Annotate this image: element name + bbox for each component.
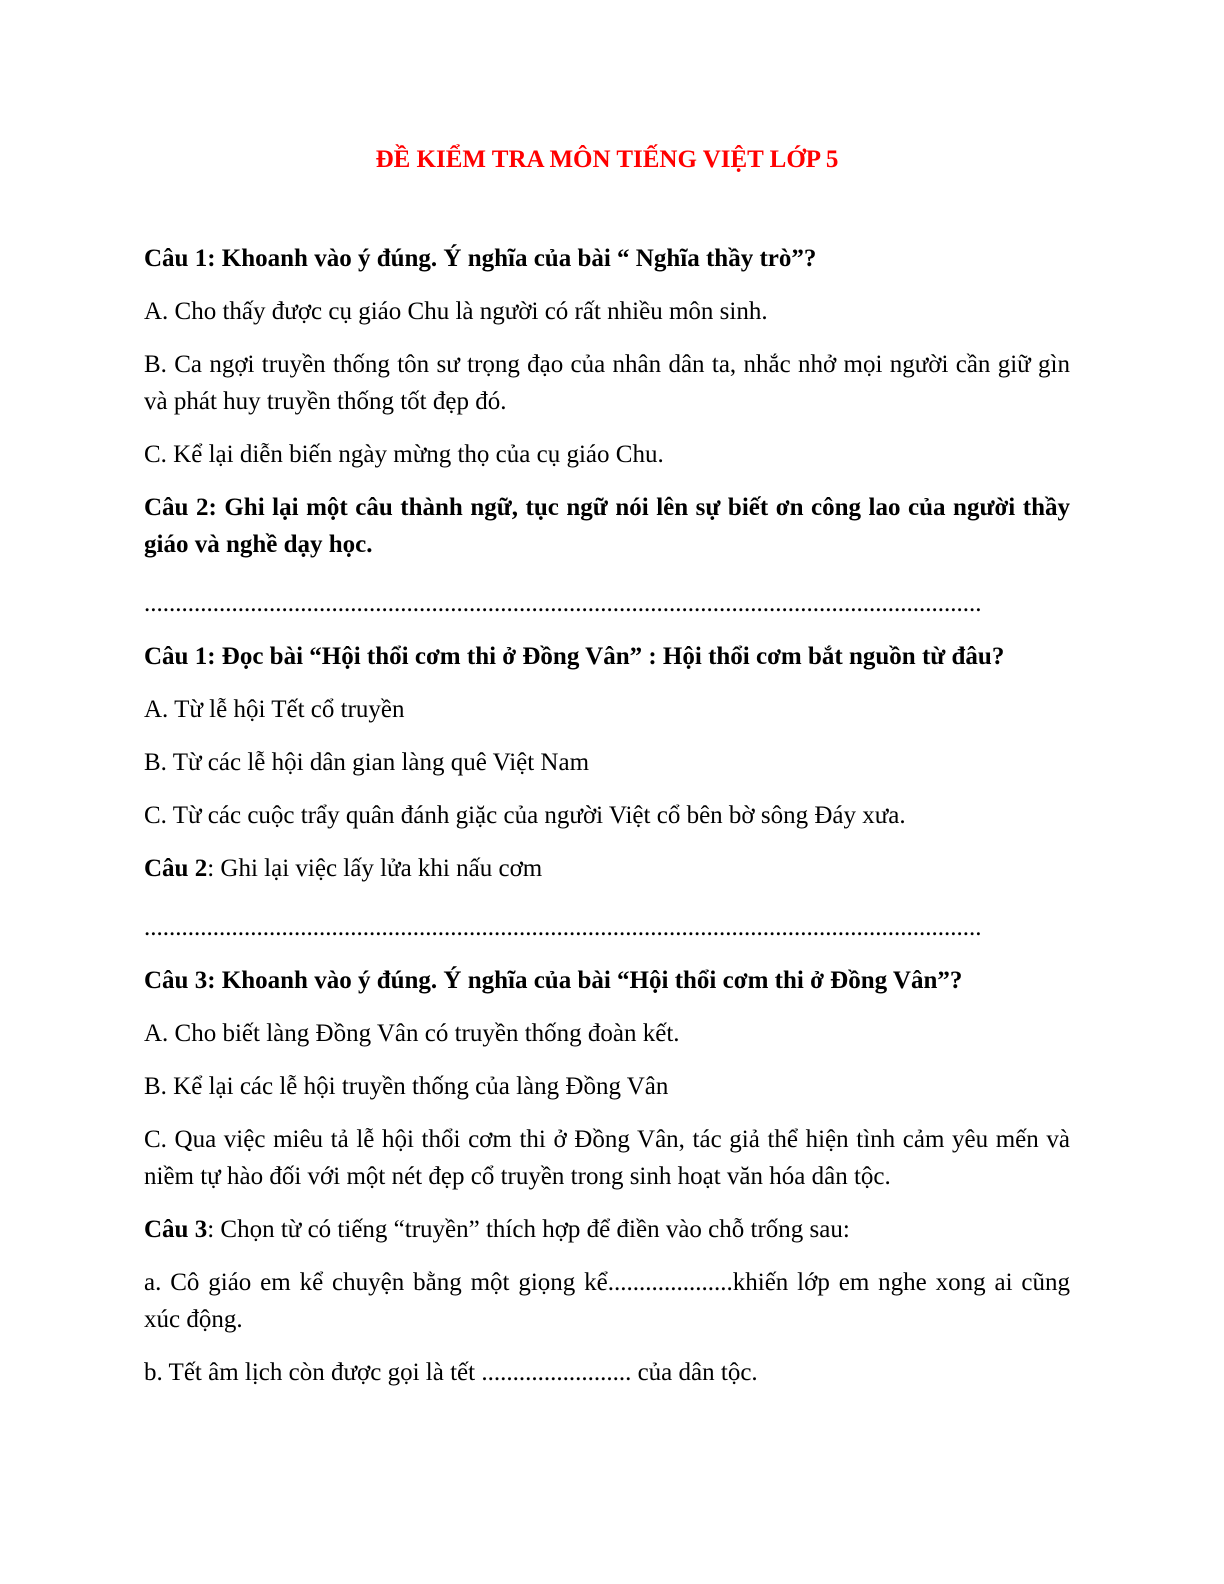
question-1-option-c: C. Kể lại diễn biến ngày mừng thọ của cụ giáo Chu.	[144, 441, 664, 468]
question-3b-label: Câu 3	[144, 1216, 208, 1243]
question-2b-heading	[144, 850, 1070, 887]
question-1-option-a: A. Cho thấy được cụ giáo Chu là người có rất nhiều môn sinh.	[144, 298, 768, 325]
question-3-option-a: A. Cho biết làng Đồng Vân có truyền thống đoàn kết.	[144, 1020, 680, 1047]
question-2b-label: Câu 2	[144, 855, 208, 882]
question-2b-text: : Ghi lại việc lấy lửa khi nấu cơm	[207, 855, 543, 882]
question-1b-option-c: C. Từ các cuộc trẩy quân đánh giặc của người Việt cổ bên bờ sông Đáy xưa.	[144, 802, 906, 829]
question-3-option-b: B. Kể lại các lễ hội truyền thống của làng Đồng Vân	[144, 1073, 669, 1100]
question-1b-option-a: A. Từ lễ hội Tết cổ truyền	[144, 696, 405, 723]
question-3b-text: : Chọn từ có tiếng “truyền” thích hợp để điền vào chỗ trống sau:	[207, 1216, 850, 1243]
question-2-heading: Câu 2: Ghi lại một câu thành ngữ, tục ngữ nói lên sự biết ơn công lao của người thầy giáo và nghề dạy học.	[144, 494, 1070, 558]
question-1b-heading: Câu 1: Đọc bài “Hội thổi cơm thi ở Đồng Vân” : Hội thổi cơm bắt nguồn từ đâu?	[144, 643, 1005, 670]
question-3b-item-a: a. Cô giáo em kể chuyện bằng một giọng kể....................khiến lớp em nghe xong ai cũng xúc động.	[144, 1269, 1070, 1333]
question-1b-option-b: B. Từ các lễ hội dân gian làng quê Việt Nam	[144, 749, 590, 776]
question-3-heading: Câu 3: Khoanh vào ý đúng. Ý nghĩa của bài “Hội thổi cơm thi ở Đồng Vân”?	[144, 967, 963, 994]
page-title: ĐỀ KIỂM TRA MÔN TIẾNG VIỆT LỚP 5	[375, 146, 839, 173]
document-page	[144, 140, 1070, 1407]
answer-line-2: ......................................................................................................................................	[144, 914, 982, 941]
question-3-option-c: C. Qua việc miêu tả lễ hội thổi cơm thi ở Đồng Vân, tác giả thể hiện tình cảm yêu mến và niềm tự hào đối với một nét đẹp cổ truyền trong sinh hoạt văn hóa dân tộc.	[144, 1126, 1070, 1190]
question-3b-heading	[144, 1211, 1070, 1248]
question-1-option-b: B. Ca ngợi truyền thống tôn sư trọng đạo của nhân dân ta, nhắc nhở mọi người cần giữ gìn và phát huy truyền thống tốt đẹp đó.	[144, 351, 1070, 415]
question-1-heading: Câu 1: Khoanh vào ý đúng. Ý nghĩa của bài “ Nghĩa thầy trò”?	[144, 245, 817, 272]
answer-line-1: ......................................................................................................................................	[144, 590, 982, 617]
question-3b-item-b: b. Tết âm lịch còn được gọi là tết ........................ của dân tộc.	[144, 1359, 758, 1386]
